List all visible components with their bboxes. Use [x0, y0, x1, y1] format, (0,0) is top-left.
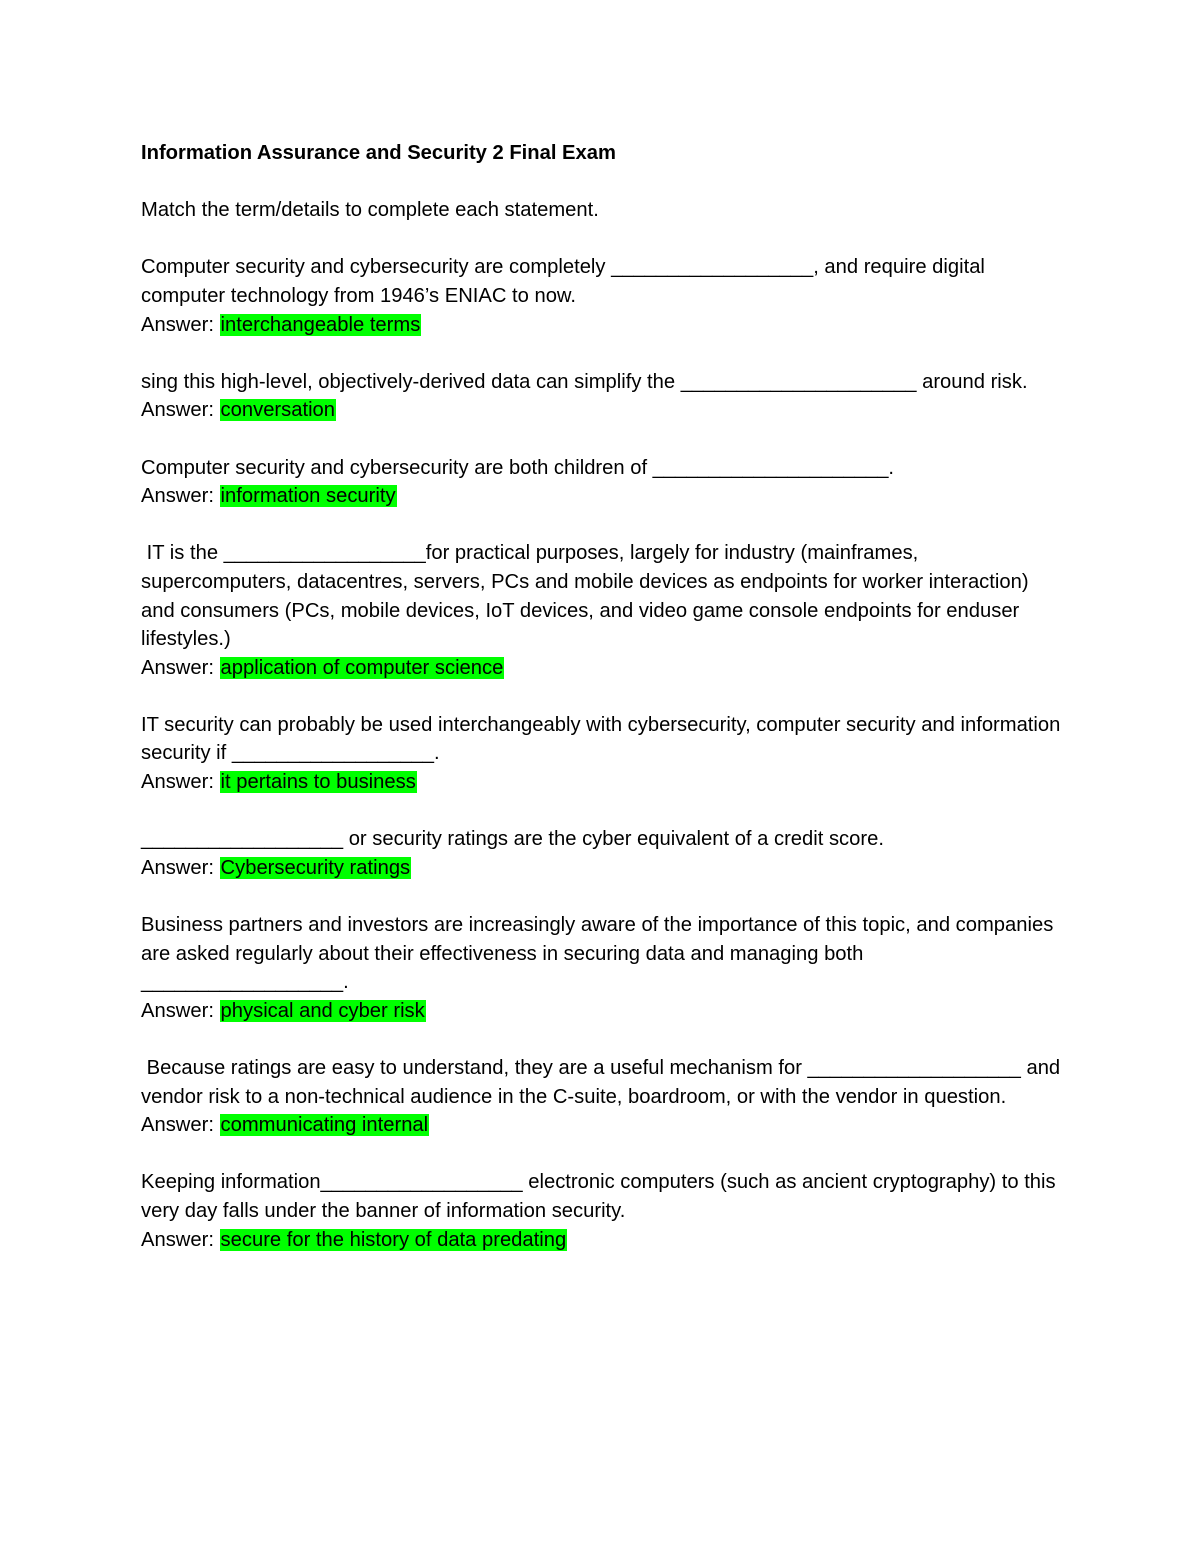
answer-line — [141, 997, 1061, 1026]
answer-line — [141, 854, 1061, 883]
answer-highlight: Cybersecurity ratings — [220, 856, 411, 879]
question-block — [141, 1054, 1066, 1140]
question-block — [141, 454, 1061, 511]
answer-label: Answer: — [141, 399, 220, 422]
answer-label: Answer: — [141, 771, 220, 794]
question-text: IT is the __________________for practical purposes, largely for industry (mainframes, supercomputers, datacentres, servers, PCs and mobile devices as endpoints for worker interaction) and consumers (PCs, mobile devices, IoT devices, and video game console endpoints for enduser lifestyles.) — [141, 542, 1035, 651]
answer-label: Answer: — [141, 313, 220, 336]
answer-line — [141, 311, 1061, 340]
question-text: IT security can probably be used interchangeably with cybersecurity, computer security and information security if __________________. — [141, 713, 1061, 765]
question-block — [141, 911, 1061, 1025]
answer-line — [141, 1226, 1061, 1255]
document-title: Information Assurance and Security 2 Final Exam — [141, 142, 616, 164]
document-page — [141, 139, 1066, 1254]
question-text: Business partners and investors are increasingly aware of the importance of this topic, and companies are asked regularly about their effectiveness in securing data and managing both __________________. — [141, 914, 1054, 994]
answer-highlight: it pertains to business — [220, 771, 416, 794]
answer-highlight: communicating internal — [220, 1114, 429, 1137]
instructions-text: Match the term/details to complete each statement. — [141, 199, 599, 222]
answer-label: Answer: — [141, 485, 220, 508]
answer-highlight: physical and cyber risk — [220, 999, 425, 1022]
answer-highlight: secure for the history of data predating — [220, 1228, 567, 1251]
question-block — [141, 253, 1061, 339]
question-block — [141, 1168, 1061, 1254]
answer-line — [141, 1111, 1061, 1140]
question-text: Computer security and cybersecurity are completely __________________, and require digital computer technology from 1946’s ENIAC to now. — [141, 256, 985, 307]
answer-line — [141, 654, 1061, 683]
question-text: Keeping information__________________ electronic computers (such as ancient cryptography) to this very day falls under the banner of information security. — [141, 1171, 1056, 1222]
answer-label: Answer: — [141, 1228, 220, 1251]
answer-highlight: application of computer science — [220, 656, 504, 679]
answer-label: Answer: — [141, 856, 220, 879]
answer-line — [141, 482, 1061, 511]
question-text: sing this high-level, objectively-derived data can simplify the _____________________ around risk. — [141, 370, 1028, 393]
answer-highlight: interchangeable terms — [220, 313, 421, 336]
answer-label: Answer: — [141, 1114, 220, 1137]
question-block — [141, 368, 1061, 425]
question-text: Because ratings are easy to understand, they are a useful mechanism for ___________________ and vendor risk to a non-technical audience in the C-suite, boardroom, or with the vendor in question. — [141, 1057, 1066, 1108]
question-text: Computer security and cybersecurity are both children of _____________________. — [141, 456, 895, 479]
answer-highlight: information security — [220, 485, 396, 508]
question-block — [141, 711, 1061, 797]
answer-highlight: conversation — [220, 399, 336, 422]
answer-label: Answer: — [141, 999, 220, 1022]
question-block — [141, 825, 1061, 882]
question-text: __________________ or security ratings are the cyber equivalent of a credit score. — [141, 828, 884, 851]
answer-label: Answer: — [141, 656, 220, 679]
answer-line — [141, 396, 1061, 425]
question-block — [141, 539, 1061, 682]
answer-line — [141, 768, 1061, 797]
